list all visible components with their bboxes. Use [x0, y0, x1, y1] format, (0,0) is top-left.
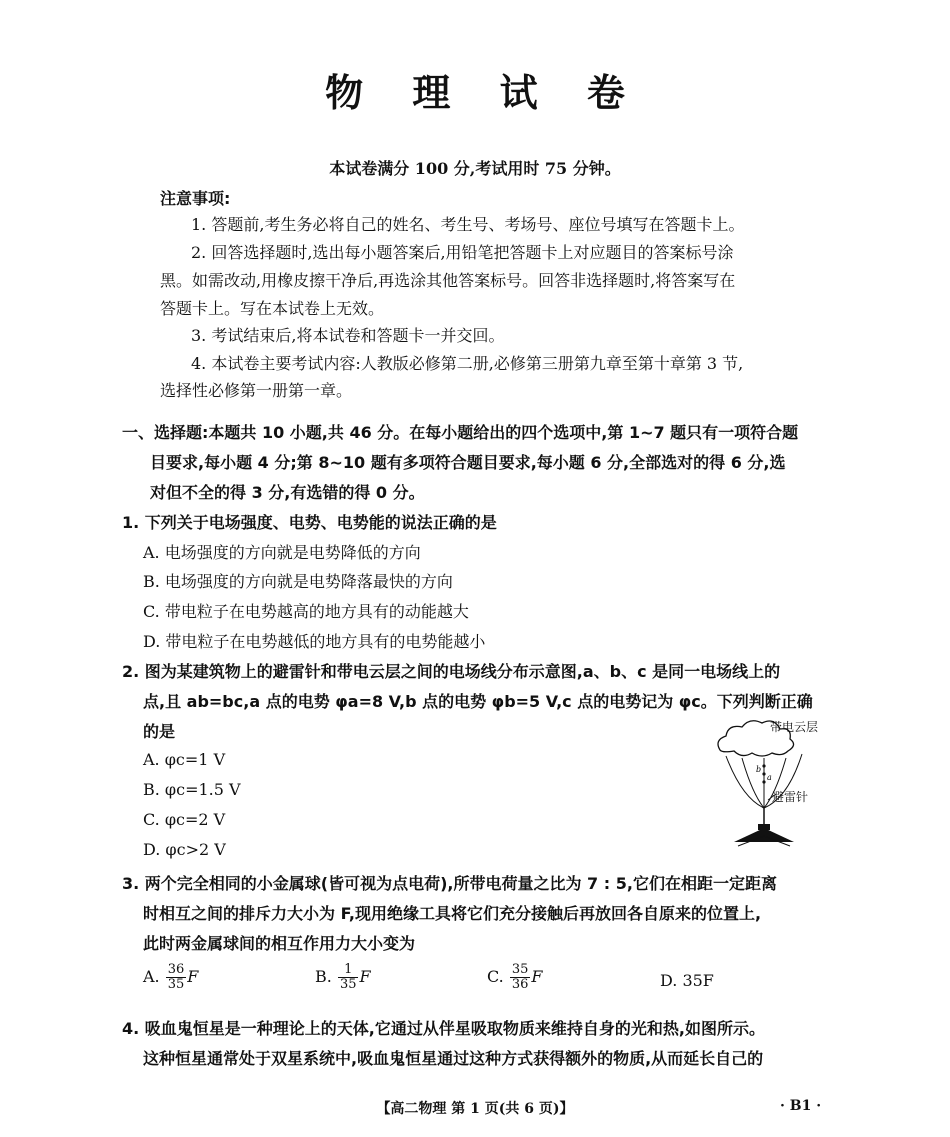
question-1-option-a: A. 电场强度的方向就是电势降低的方向: [143, 543, 421, 562]
lightning-rod-figure: [712, 718, 832, 853]
question-3-option-b: B. $\frac{1}{35}$ F: [315, 962, 371, 992]
notice-line: 4. 本试卷主要考试内容:人教版必修第二册,必修第三册第九章至第十章第 3 节,: [191, 354, 744, 373]
section-heading-cont: 对但不全的得 3 分,有选错的得 0 分。: [150, 483, 425, 502]
page-footer: 【高二物理 第 1 页(共 6 页)】: [376, 1101, 574, 1117]
svg-text:b: b: [756, 765, 762, 774]
question-1-option-c: C. 带电粒子在电势越高的地方具有的动能越大: [143, 602, 469, 621]
notice-heading: 注意事项:: [160, 189, 231, 208]
question-2-option-b: B. φc=1.5 V: [143, 780, 241, 799]
question-3-option-d: D. 35F: [660, 971, 714, 990]
question-2-stem: 的是: [143, 722, 176, 741]
rod-label: 避雷针: [772, 790, 809, 804]
page-title: 物 理 试 卷: [325, 71, 643, 115]
notice-line: 黑。如需改动,用橡皮擦干净后,再选涂其他答案标号。回答非选择题时,将答案写在: [160, 271, 736, 290]
cloud-label: 带电云层: [770, 720, 819, 734]
question-1-stem: 1. 下列关于电场强度、电势、电势能的说法正确的是: [122, 513, 497, 532]
question-4-stem: 4. 吸血鬼恒星是一种理论上的天体,它通过从伴星吸取物质来维持自身的光和热,如图所示。: [122, 1019, 765, 1038]
question-4-stem: 这种恒星通常处于双星系统中,吸血鬼恒星通过这种方式获得额外的物质,从而延长自己的: [143, 1049, 764, 1068]
notice-line: 答题卡上。写在本试卷上无效。: [160, 299, 385, 318]
question-3-option-c: C. $\frac{35}{36}$ F: [487, 962, 543, 992]
notice-line: 1. 答题前,考生务必将自己的姓名、考生号、考场号、座位号填写在答题卡上。: [191, 215, 745, 234]
question-2-option-a: A. φc=1 V: [143, 750, 226, 769]
section-heading-cont: 目要求,每小题 4 分;第 8~10 题有多项符合题目要求,每小题 6 分,全部选对的得 6 分,选: [150, 453, 786, 472]
question-2-stem: 2. 图为某建筑物上的避雷针和带电云层之间的电场线分布示意图,a、b、c 是同一电场线上的: [122, 662, 781, 681]
question-3-stem: 3. 两个完全相同的小金属球(皆可视为点电荷),所带电荷量之比为 7 : 5,它们在相距一定距离: [122, 874, 777, 893]
section-heading: 一、选择题:本题共 10 小题,共 46 分。在每小题给出的四个选项中,第 1~7 题只有一项符合题: [122, 423, 799, 442]
question-2-option-c: C. φc=2 V: [143, 810, 226, 829]
question-3-stem: 此时两金属球间的相互作用力大小变为: [143, 934, 416, 953]
question-1-option-b: B. 电场强度的方向就是电势降落最快的方向: [143, 572, 453, 591]
notice-line: 2. 回答选择题时,选出每小题答案后,用铅笔把答题卡上对应题目的答案标号涂: [191, 243, 734, 262]
question-3-option-a: A. $\frac{36}{35}$ F: [143, 962, 199, 992]
lightning-rod-diagram: [712, 718, 832, 853]
page-code: · B1 ·: [780, 1098, 822, 1114]
question-2-option-d: D. φc>2 V: [143, 840, 226, 859]
question-2-stem: 点,且 ab=bc,a 点的电势 φa=8 V,b 点的电势 φb=5 V,c 点的电势记为 φc。下列判断正确: [143, 692, 813, 711]
question-3-stem: 时相互之间的排斥力大小为 F,现用绝缘工具将它们充分接触后再放回各自原来的位置上,: [143, 904, 762, 923]
exam-subtitle: 本试卷满分 100 分,考试用时 75 分钟。: [329, 159, 621, 178]
notice-line: 3. 考试结束后,将本试卷和答题卡一并交回。: [191, 326, 505, 345]
svg-text:a: a: [767, 773, 772, 782]
question-1-option-d: D. 带电粒子在电势越低的地方具有的电势能越小: [143, 632, 486, 651]
notice-line: 选择性必修第一册第一章。: [160, 381, 353, 400]
